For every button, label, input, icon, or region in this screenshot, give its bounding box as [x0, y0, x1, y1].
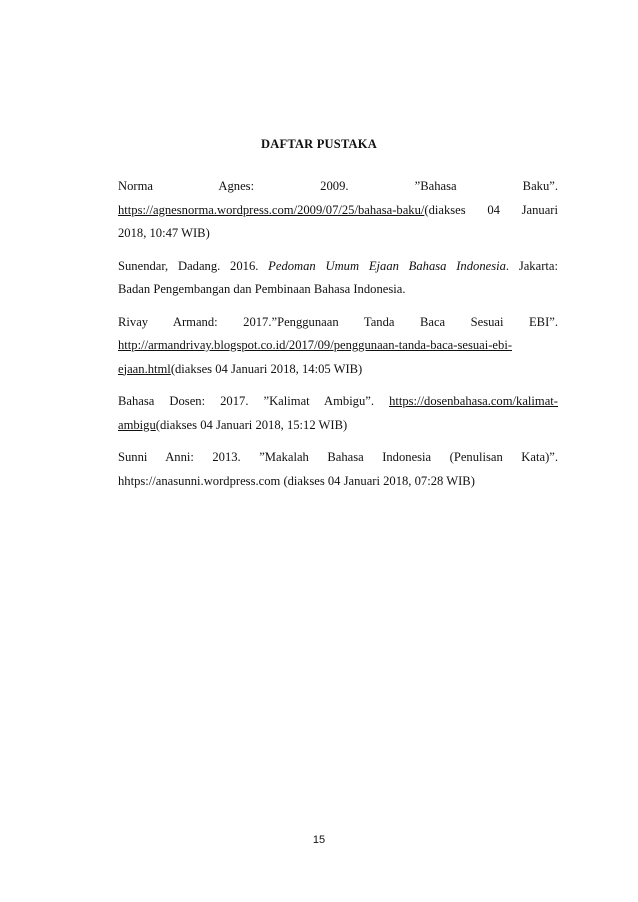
reference-line: 2018, 10:47 WIB)	[118, 226, 210, 240]
reference-text: Agnes:	[218, 179, 255, 193]
reference-text: 04	[487, 202, 500, 217]
reference-text: ”Bahasa	[414, 179, 457, 193]
reference-item	[118, 390, 558, 437]
reference-author: Rivay	[118, 314, 149, 329]
reference-link[interactable]: http://armandrivay.blogspot.co.id/2017/09/penggunaan-tanda-baca-sesuai-ebi-	[118, 338, 513, 352]
reference-text: Baku”.	[522, 179, 558, 193]
page-number: 15	[312, 834, 326, 846]
reference-text: . Jakarta:	[505, 258, 558, 273]
reference-text: ”Makalah	[259, 450, 309, 464]
reference-link[interactable]: ejaan.html	[118, 361, 171, 376]
reference-text: 2017.”Penggunaan	[243, 314, 339, 329]
reference-text: Bahasa	[327, 450, 364, 464]
reference-text: (diakses 04 Januari 2018, 15:12 WIB)	[155, 417, 348, 432]
reference-text: 2017.	[220, 394, 249, 408]
reference-item	[118, 255, 558, 302]
reference-book-title: Pedoman Umum Ejaan Bahasa Indonesia	[268, 258, 506, 273]
reference-text: Januari	[521, 202, 558, 217]
reference-line	[118, 175, 558, 199]
reference-text: Baca	[419, 314, 446, 329]
reference-line	[118, 446, 558, 470]
reference-item	[118, 446, 558, 493]
reference-link[interactable]: https://agnesnorma.wordpress.com/2009/07/25/bahasa-baku/	[118, 202, 425, 217]
reference-item	[118, 175, 558, 246]
reference-list	[118, 175, 558, 502]
reference-text: (Penulisan	[449, 450, 503, 464]
reference-line	[118, 390, 558, 414]
reference-text: Sunni	[118, 450, 148, 464]
reference-text: (diakses 04 Januari 2018, 14:05 WIB)	[170, 361, 363, 376]
reference-item	[118, 311, 558, 382]
reference-line	[118, 414, 558, 438]
reference-text: Armand:	[172, 314, 218, 329]
reference-line	[118, 255, 558, 279]
reference-text: EBI”.	[528, 314, 558, 329]
reference-text: 2013.	[212, 450, 241, 464]
reference-text: Tanda	[363, 314, 395, 329]
reference-line: Badan Pengembangan dan Pembinaan Bahasa Indonesia.	[118, 282, 406, 296]
reference-text: Bahasa	[118, 394, 155, 408]
reference-text: Indonesia	[382, 450, 432, 464]
reference-line	[118, 334, 558, 358]
reference-line	[118, 358, 558, 382]
reference-text: Sunendar, Dadang. 2016.	[118, 258, 269, 273]
reference-line: hhtps://anasunni.wordpress.com (diakses 04 Januari 2018, 07:28 WIB)	[118, 473, 475, 488]
reference-line	[118, 199, 558, 223]
reference-text: Sesuai	[470, 314, 504, 329]
reference-link[interactable]: ambigu	[118, 417, 156, 432]
reference-line	[118, 311, 558, 335]
reference-text: ”Kalimat	[263, 394, 310, 408]
reference-year: 2009.	[320, 179, 349, 193]
reference-text: (diakses	[424, 202, 466, 217]
reference-text: Ambigu”.	[324, 394, 375, 408]
reference-text: Kata)”.	[521, 450, 558, 464]
reference-link[interactable]: https://dosenbahasa.com/kalimat-	[389, 394, 558, 408]
page-title: DAFTAR PUSTAKA	[261, 137, 377, 151]
reference-author: Norma	[118, 179, 153, 193]
reference-text: Anni:	[165, 450, 194, 464]
reference-text: Dosen:	[169, 394, 206, 408]
